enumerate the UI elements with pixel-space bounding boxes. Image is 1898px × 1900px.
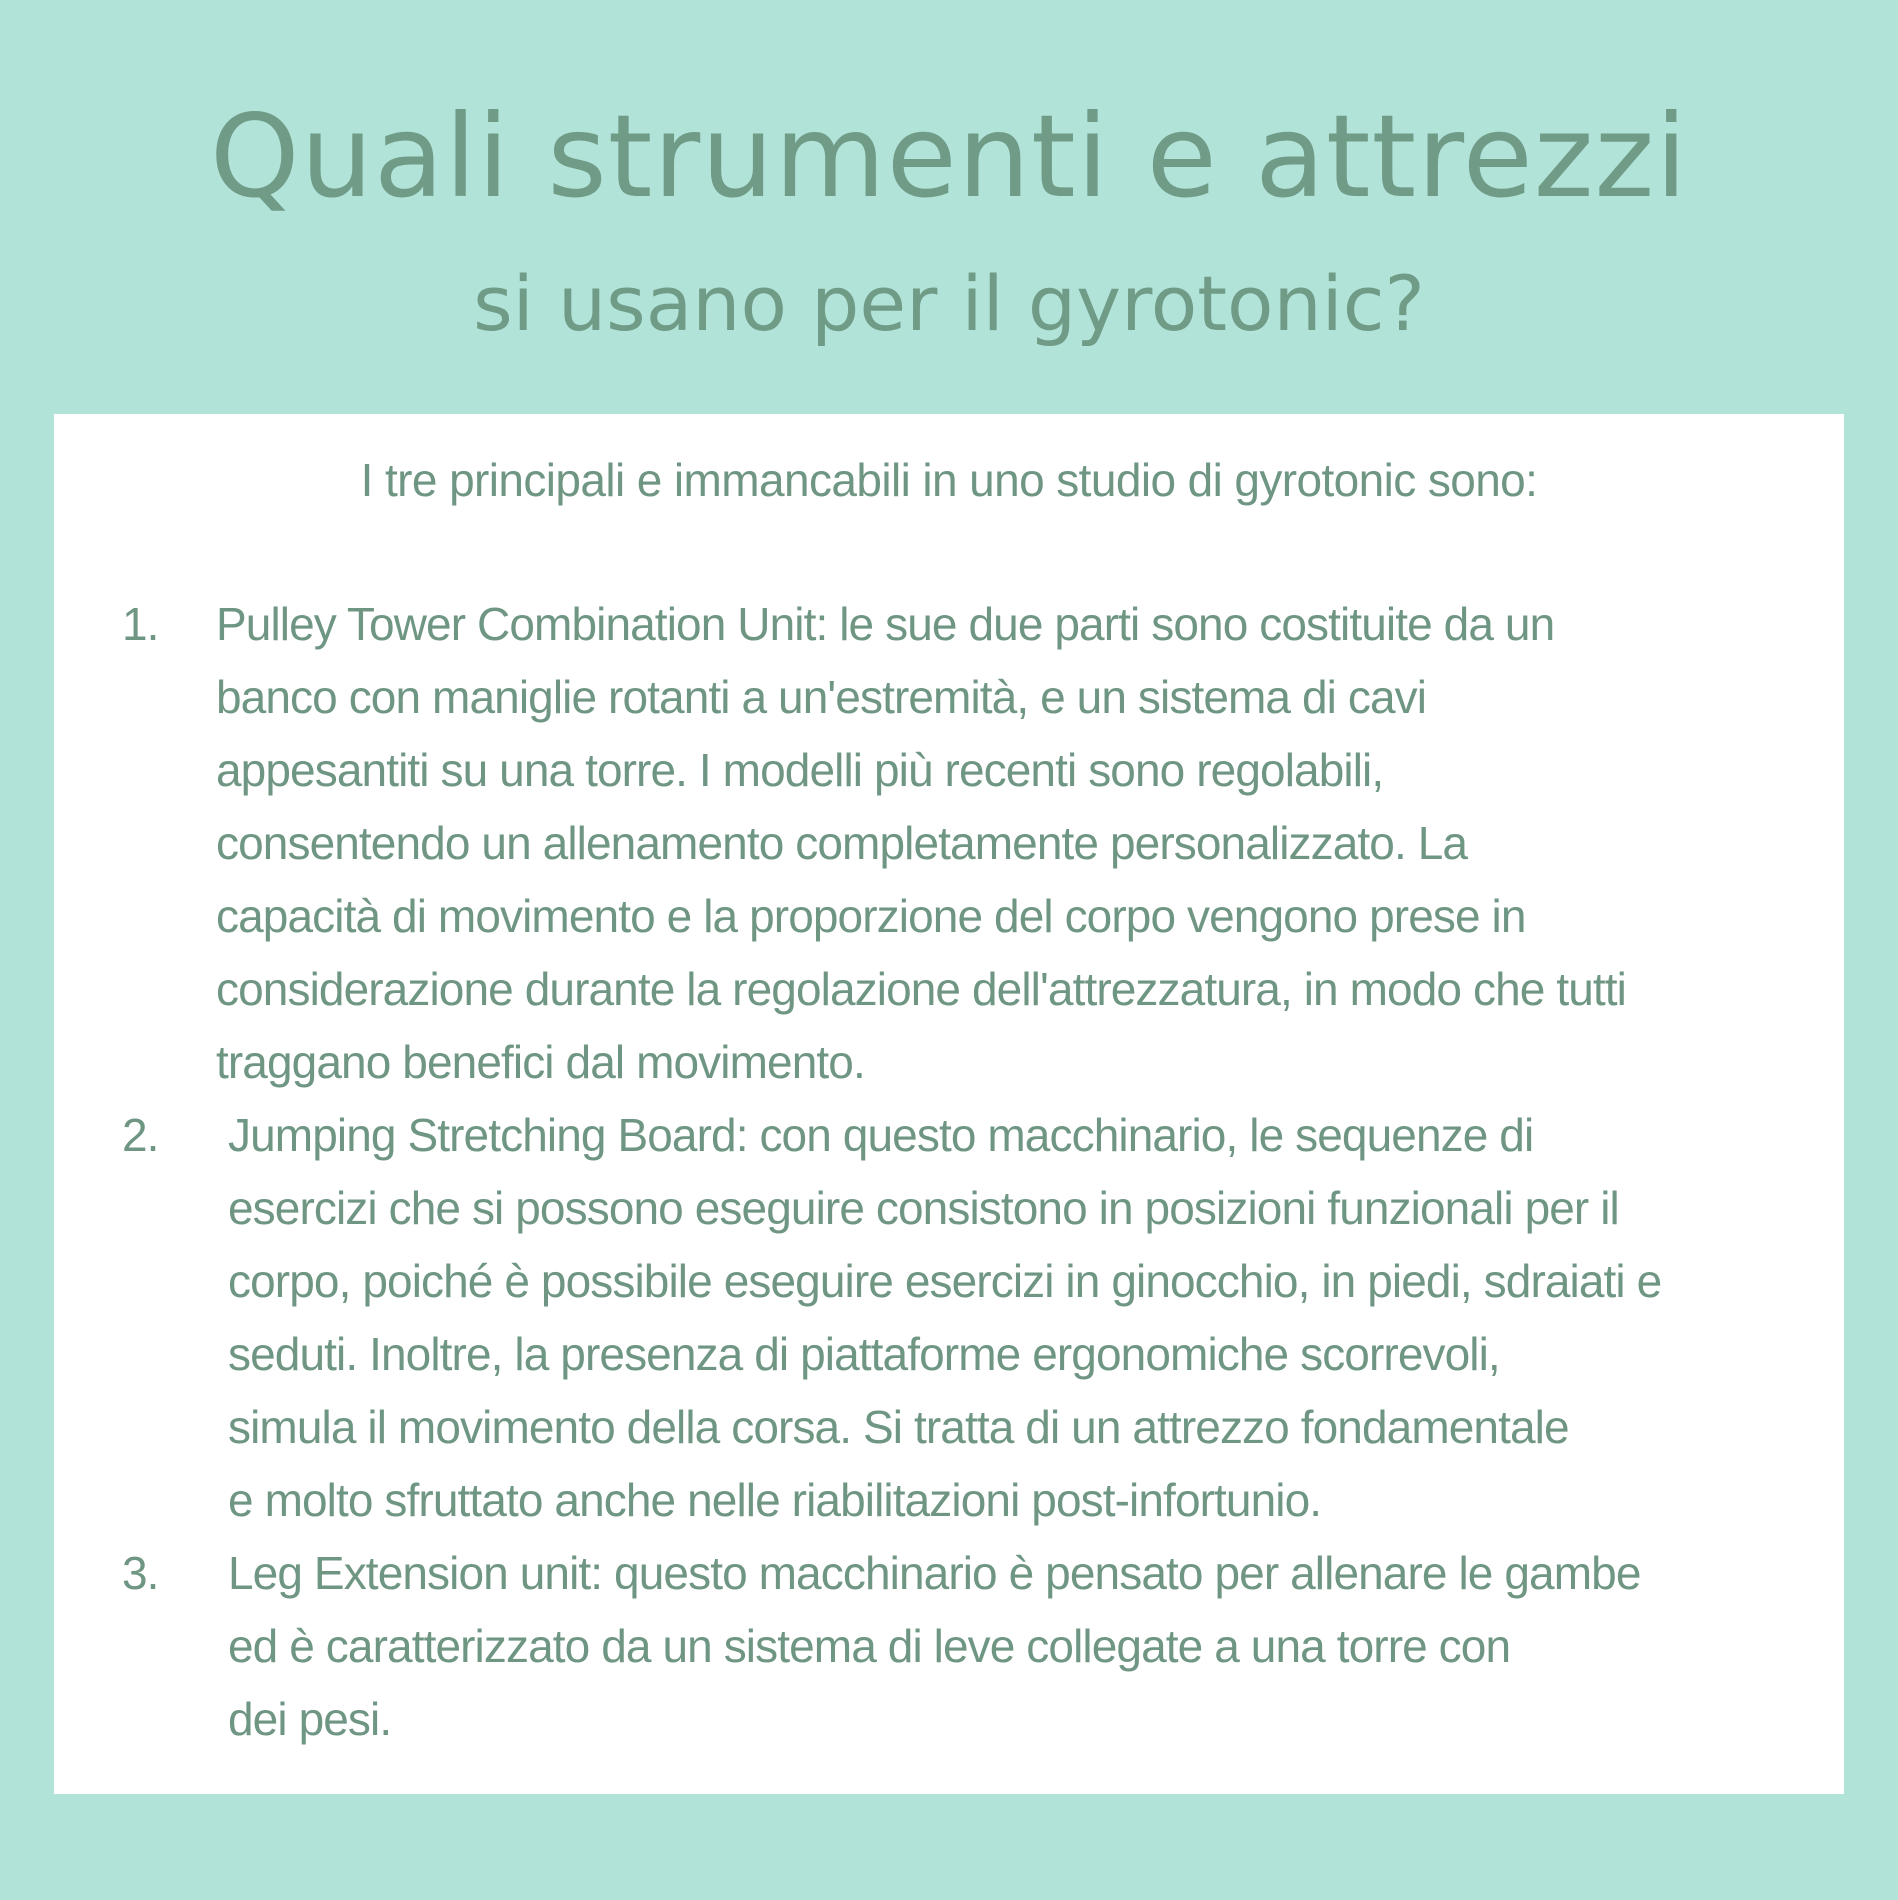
list-item-leg-extension-unit bbox=[122, 1537, 1812, 1756]
text-line: corpo, poiché è possibile eseguire esercizi in ginocchio, in piedi, sdraiati e bbox=[228, 1255, 1662, 1307]
text-line: e molto sfruttato anche nelle riabilitazioni post-infortunio. bbox=[228, 1474, 1322, 1526]
text-line: Pulley Tower Combination Unit: le sue due parti sono costituite da un bbox=[216, 598, 1555, 650]
text-line: appesantiti su una torre. I modelli più recenti sono regolabili, bbox=[216, 744, 1384, 796]
list-number: 3. bbox=[122, 1547, 159, 1599]
text-line: simula il movimento della corsa. Si tratta di un attrezzo fondamentale bbox=[228, 1401, 1569, 1453]
text-line: dei pesi. bbox=[228, 1693, 392, 1745]
text-line: Leg Extension unit: questo macchinario è pensato per allenare le gambe bbox=[228, 1547, 1641, 1599]
content-card bbox=[54, 414, 1844, 1794]
text-line: consentendo un allenamento completamente personalizzato. La bbox=[216, 817, 1468, 869]
list-item-text bbox=[228, 1099, 1812, 1537]
list-item-text bbox=[216, 588, 1812, 1099]
page-subtitle: si usano per il gyrotonic? bbox=[473, 259, 1425, 348]
text-line: ed è caratterizzato da un sistema di leve collegate a una torre con bbox=[228, 1620, 1511, 1672]
text-line: capacità di movimento e la proporzione del corpo vengono prese in bbox=[216, 890, 1526, 942]
list-item-jumping-stretching-board bbox=[122, 1099, 1812, 1537]
intro-text: I tre principali e immancabili in uno studio di gyrotonic sono: bbox=[360, 454, 1538, 506]
text-line: seduti. Inoltre, la presenza di piattaforme ergonomiche scorrevoli, bbox=[228, 1328, 1500, 1380]
header bbox=[0, 0, 1898, 414]
text-line: esercizi che si possono eseguire consistono in posizioni funzionali per il bbox=[228, 1182, 1619, 1234]
page-title: Quali strumenti e attrezzi bbox=[209, 90, 1689, 223]
text-line: traggano benefici dal movimento. bbox=[216, 1036, 865, 1088]
list-item-pulley-tower bbox=[122, 588, 1812, 1099]
list-number: 1. bbox=[122, 598, 159, 650]
text-line: banco con maniglie rotanti a un'estremità, e un sistema di cavi bbox=[216, 671, 1427, 723]
text-line: considerazione durante la regolazione dell'attrezzatura, in modo che tutti bbox=[216, 963, 1626, 1015]
equipment-list bbox=[122, 588, 1812, 1756]
list-number: 2. bbox=[122, 1109, 159, 1161]
text-line: Jumping Stretching Board: con questo macchinario, le sequenze di bbox=[228, 1109, 1534, 1161]
list-item-text bbox=[228, 1537, 1812, 1756]
